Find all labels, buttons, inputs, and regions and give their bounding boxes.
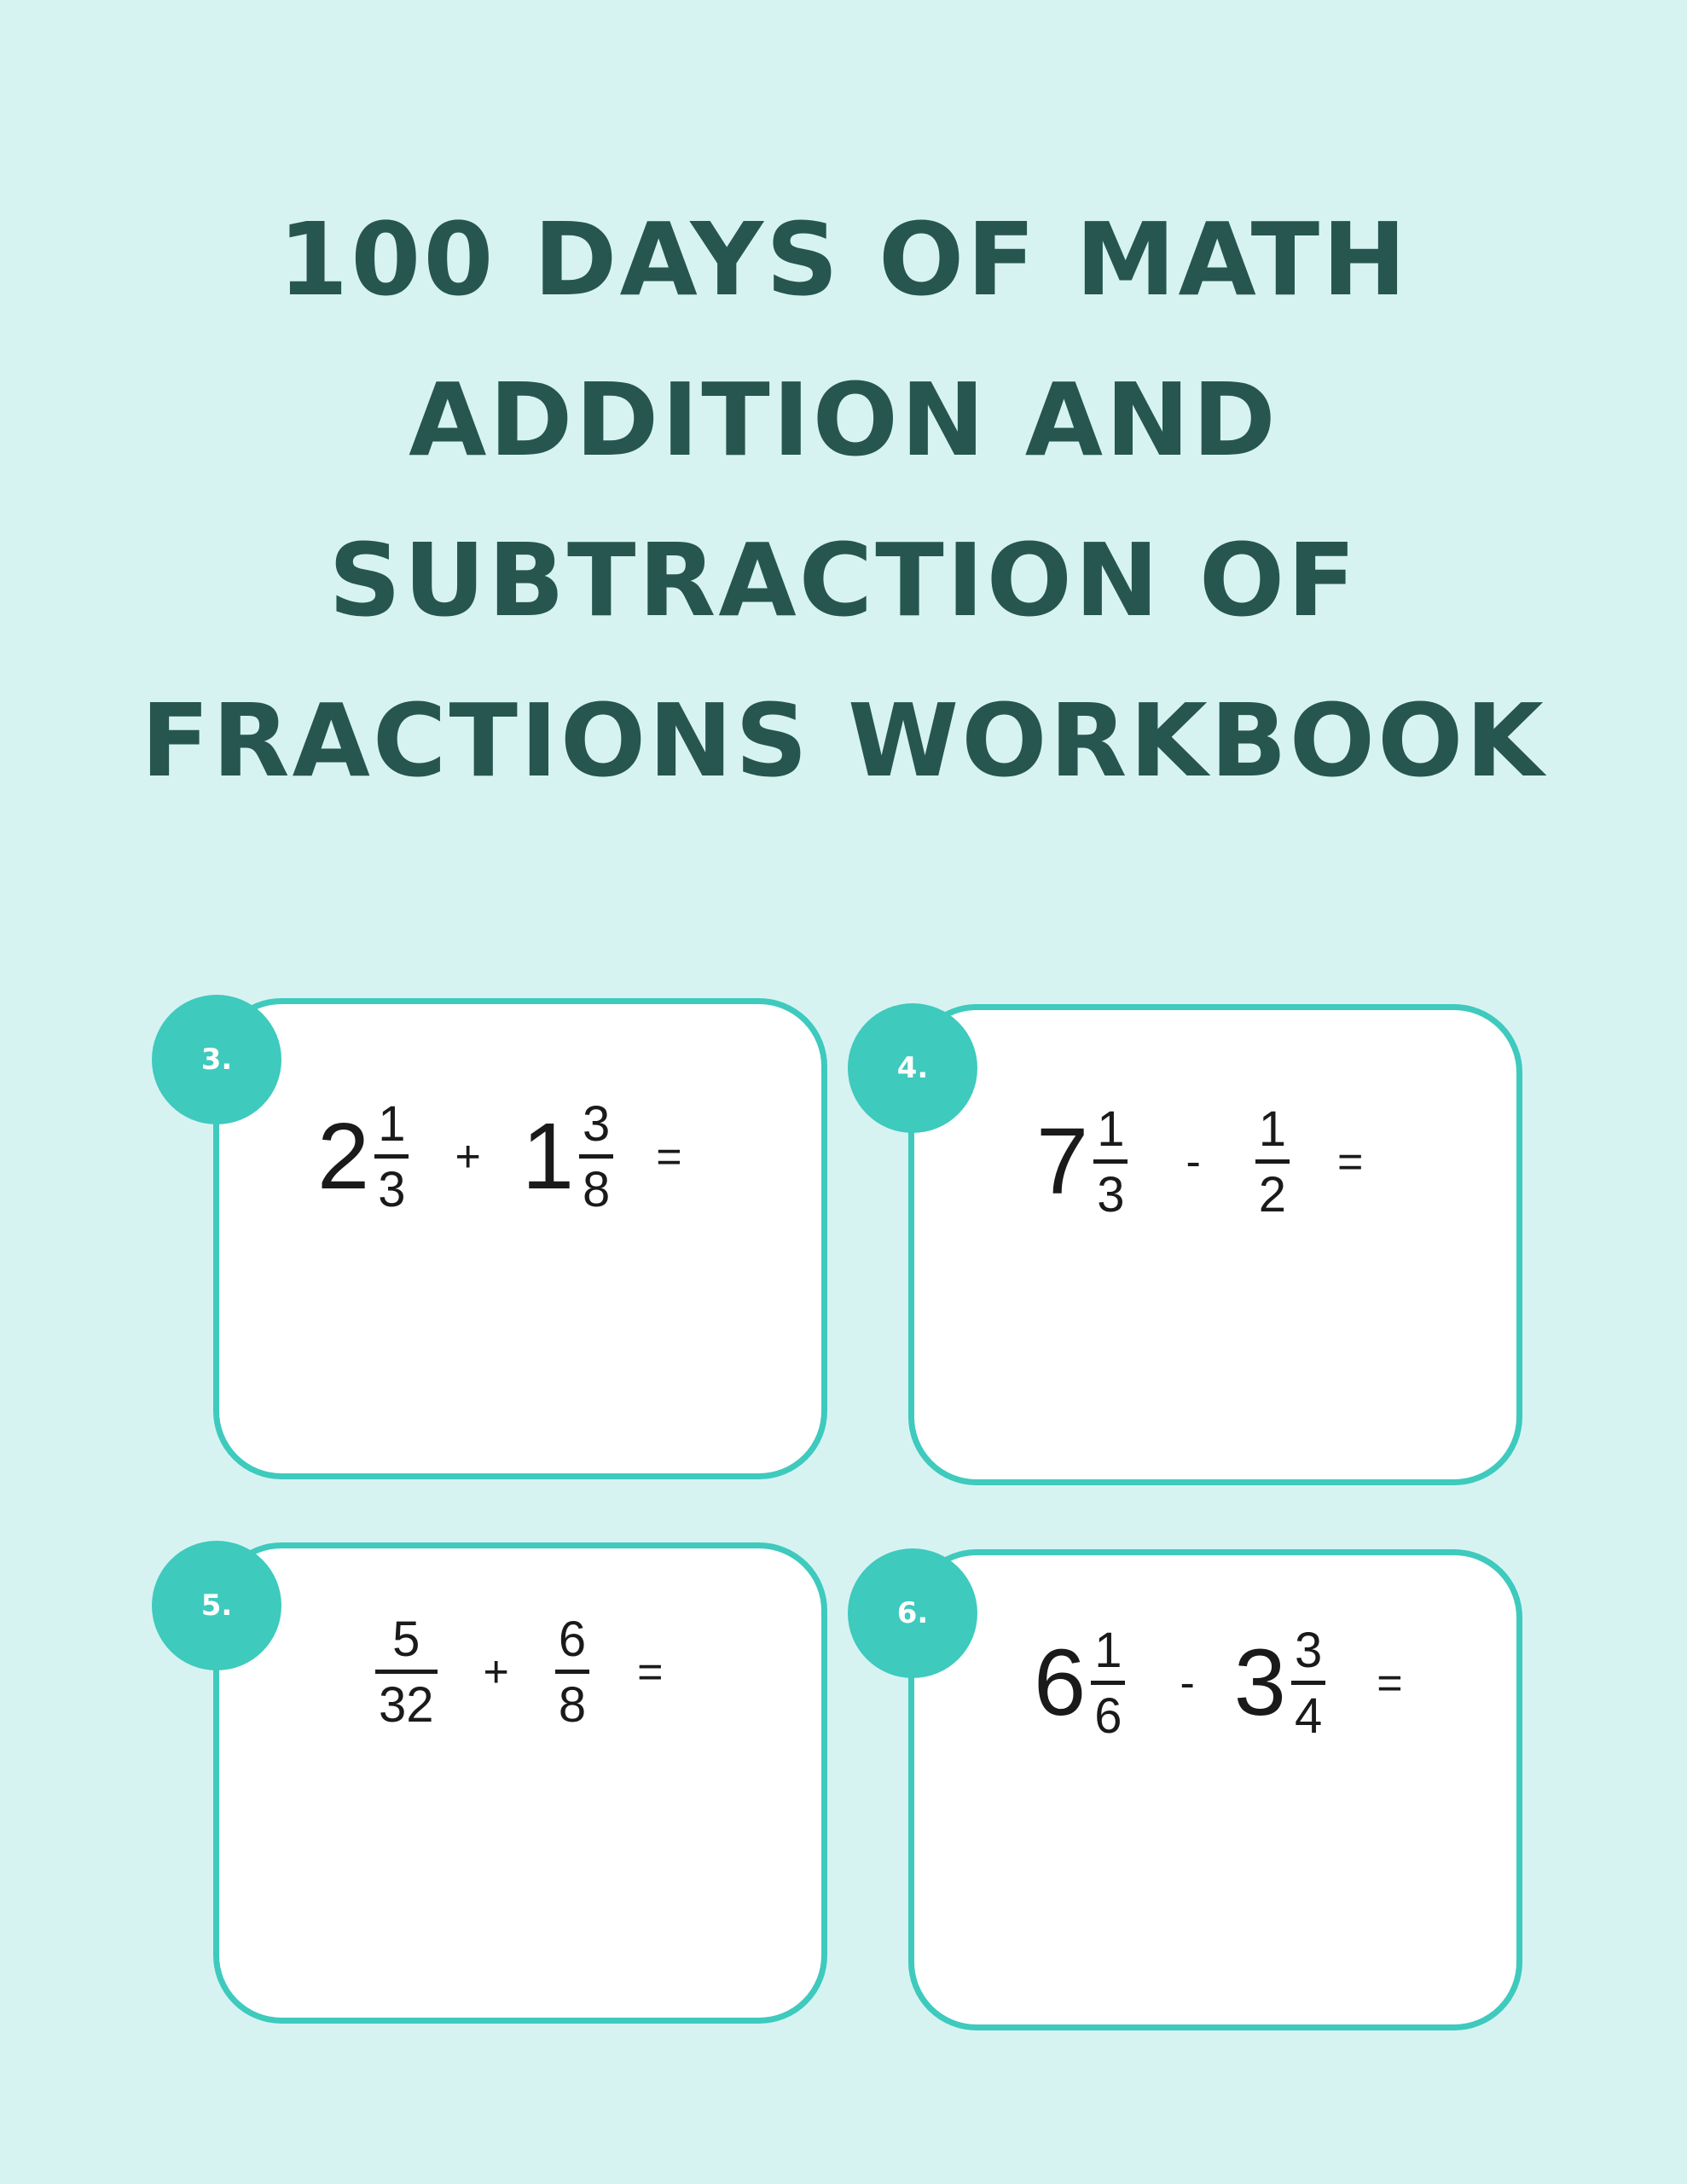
operator: - (1180, 1658, 1195, 1708)
whole-part: 7 (1036, 1109, 1089, 1214)
whole-part: 1 (521, 1104, 575, 1209)
equals-sign: = (1337, 1137, 1364, 1187)
problem-number-badge-3: 3. (152, 995, 281, 1124)
workbook-title (0, 179, 1687, 821)
fraction (1255, 1101, 1290, 1223)
whole-part: 3 (1233, 1630, 1286, 1735)
denominator: 32 (379, 1676, 434, 1733)
problem-expression-6 (1034, 1611, 1403, 1756)
operator: + (455, 1132, 481, 1182)
mixed-number (1036, 1101, 1128, 1223)
problem-card-3 (213, 998, 827, 1479)
operator: - (1186, 1137, 1201, 1187)
whole-part: 2 (317, 1104, 370, 1209)
title-line-4: FRACTIONS WORKBOOK (141, 682, 1546, 799)
title-line-2: ADDITION AND (409, 361, 1278, 479)
numerator: 3 (1294, 1622, 1323, 1678)
problem-expression-3 (317, 1084, 682, 1229)
problem-number-badge-6: 6. (848, 1548, 977, 1678)
fraction (375, 1611, 438, 1733)
problem-number-badge-5: 5. (152, 1541, 281, 1670)
fraction (1093, 1101, 1128, 1223)
numerator: 1 (1097, 1101, 1125, 1157)
denominator: 4 (1294, 1687, 1323, 1744)
denominator: 6 (1094, 1687, 1122, 1744)
mixed-number (317, 1095, 409, 1217)
equals-sign: = (656, 1132, 682, 1182)
equals-sign: = (637, 1647, 664, 1697)
fraction (555, 1611, 589, 1733)
equals-sign: = (1377, 1658, 1403, 1708)
fraction (1291, 1622, 1325, 1744)
whole-part: 6 (1034, 1630, 1087, 1735)
denominator: 8 (558, 1676, 587, 1733)
problem-card-4 (908, 1004, 1522, 1485)
problem-expression-5 (375, 1600, 664, 1745)
fraction (374, 1095, 409, 1217)
numerator: 1 (378, 1095, 406, 1152)
denominator: 3 (378, 1161, 406, 1217)
title-line-1: 100 DAYS OF MATH (278, 200, 1409, 318)
problem-expression-4 (1036, 1089, 1363, 1234)
numerator: 3 (583, 1095, 611, 1152)
operator: + (483, 1647, 509, 1697)
mixed-number (1034, 1622, 1125, 1744)
denominator: 2 (1258, 1166, 1287, 1223)
mixed-number (1233, 1622, 1325, 1744)
fraction (579, 1095, 613, 1217)
denominator: 3 (1097, 1166, 1125, 1223)
numerator: 6 (558, 1611, 587, 1667)
denominator: 8 (583, 1161, 611, 1217)
title-line-3: SUBTRACTION OF (328, 521, 1359, 639)
fraction (1091, 1622, 1125, 1744)
numerator: 5 (392, 1611, 420, 1667)
problem-number-badge-4: 4. (848, 1003, 977, 1133)
numerator: 1 (1094, 1622, 1122, 1678)
mixed-number (521, 1095, 613, 1217)
numerator: 1 (1258, 1101, 1287, 1157)
